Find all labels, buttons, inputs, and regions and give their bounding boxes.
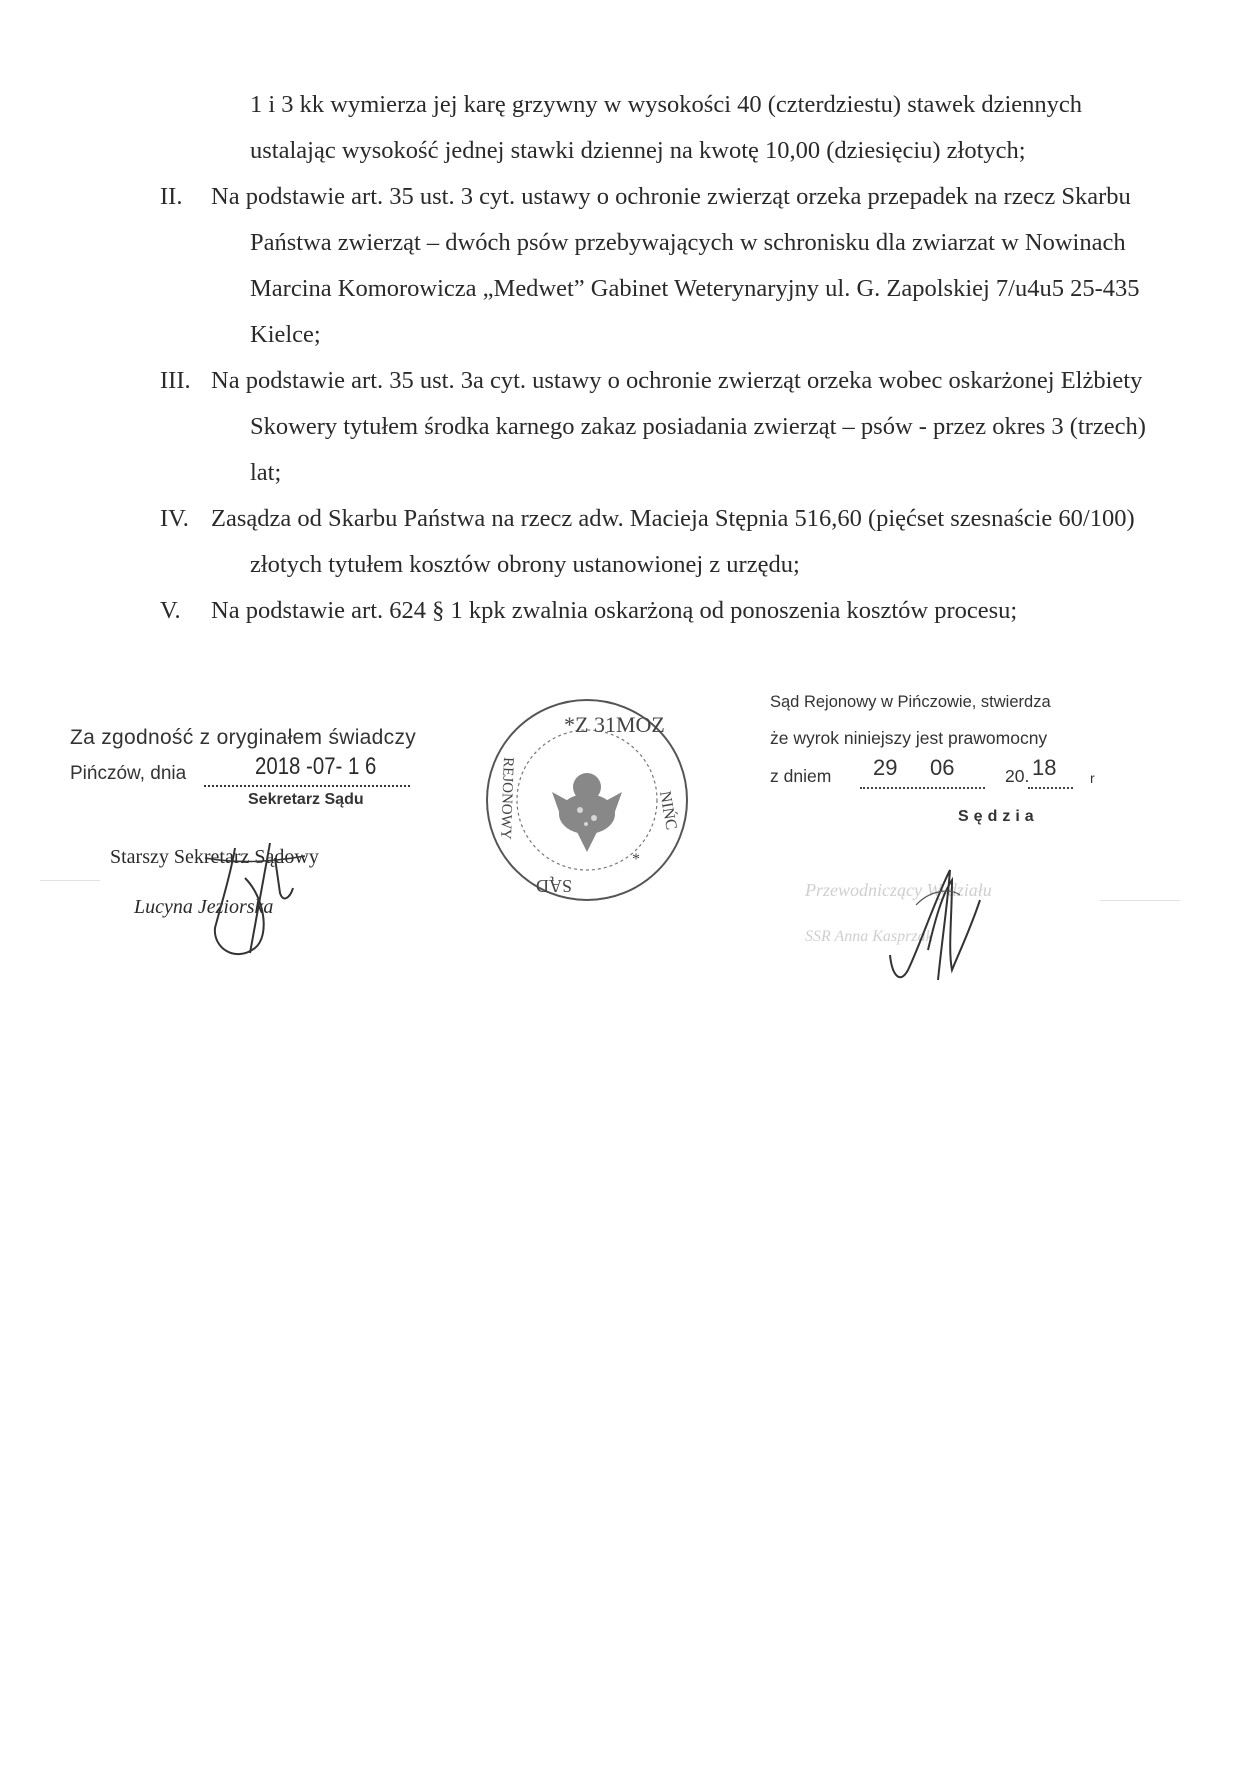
stamp-text-top: *Z 31MOZ — [564, 712, 665, 737]
finality-year: 18 — [1032, 755, 1057, 780]
stamp-star: * — [632, 851, 640, 868]
certification-place: Pińczów, dnia — [70, 763, 187, 784]
judge-label: Sędzia — [958, 808, 1039, 825]
verdict-line: Zasądza od Skarbu Państwa na rzecz adw. Macieja Stępnia 516,60 (pięćset szesnaście 60/100) — [211, 505, 1135, 532]
scan-rule — [1100, 900, 1180, 901]
certification-role: Sekretarz Sądu — [248, 791, 364, 808]
verdict-line: ustalając wysokość jednej stawki dziennej na kwotę 10,00 (dziesięciu) złotych; — [250, 137, 1026, 164]
verdict-line: złotych tytułem kosztów obrony ustanowionej z urzędu; — [250, 551, 800, 578]
finality-statement: że wyrok niniejszy jest prawomocny — [770, 728, 1048, 748]
secretary-signature — [175, 838, 325, 968]
point-number: III. — [160, 367, 191, 394]
verdict-line: Marcina Komorowicza „Medwet” Gabinet Weterynaryjny ul. G. Zapolskiej 7/u4u5 25-435 — [250, 275, 1140, 302]
verdict-line: lat; — [250, 459, 282, 486]
finality-year-suffix: r — [1090, 770, 1095, 786]
verdict-line: Państwa zwierząt – dwóch psów przebywających w schronisku dla zwiarzat w Nowinach — [250, 229, 1126, 256]
verdict-line: 1 i 3 kk wymierza jej karę grzywny w wysokości 40 (czterdziestu) stawek dziennych — [250, 91, 1083, 118]
stamp-text-bottom: SĄD — [535, 876, 572, 896]
scan-rule — [40, 880, 100, 881]
point-number: II. — [160, 183, 183, 210]
verdict-line: Na podstawie art. 35 ust. 3 cyt. ustawy o ochronie zwierząt orzeka przepadek na rzecz Skarbu — [211, 183, 1131, 210]
finality-year-prefix: 20. — [1005, 766, 1030, 786]
stamp-text-right: NIŃC — [656, 789, 680, 832]
point-number: V. — [160, 597, 181, 624]
dotted-line — [860, 787, 985, 789]
court-stamp — [482, 692, 692, 907]
secretary-name: Lucyna Jeziorska — [134, 896, 274, 918]
dotted-line — [204, 785, 410, 787]
verdict-line: Na podstawie art. 35 ust. 3a cyt. ustawy o ochronie zwierząt orzeka wobec oskarżonej Elżbiety — [211, 367, 1143, 394]
certification-title: Za zgodność z oryginałem świadczy — [70, 726, 417, 749]
faint-stamp-name: SSR Anna Kasprzak — [805, 928, 933, 945]
point-number: IV. — [160, 505, 189, 532]
verdict-line: Skowery tytułem środka karnego zakaz posiadania zwierząt – psów - przez okres 3 (trzech) — [250, 413, 1146, 440]
finality-date-prefix: z dniem — [770, 766, 832, 786]
finality-day: 29 — [873, 755, 898, 780]
finality-month: 06 — [930, 755, 955, 780]
secretary-title: Starszy Sekretarz Sądowy — [110, 846, 319, 868]
dotted-line — [1028, 787, 1073, 789]
verdict-line: Kielce; — [250, 321, 321, 348]
certification-date: 2018 -07- 1 6 — [255, 753, 377, 780]
stamp-text-left: REJONOWY — [497, 756, 516, 840]
verdict-line: Na podstawie art. 624 § 1 kpk zwalnia oskarżoną od ponoszenia kosztów procesu; — [211, 597, 1018, 624]
faint-stamp-title: Przewodniczący Wydziału — [805, 880, 992, 900]
judge-signature — [880, 860, 990, 990]
finality-court: Sąd Rejonowy w Pińczowie, stwierdza — [770, 693, 1051, 711]
